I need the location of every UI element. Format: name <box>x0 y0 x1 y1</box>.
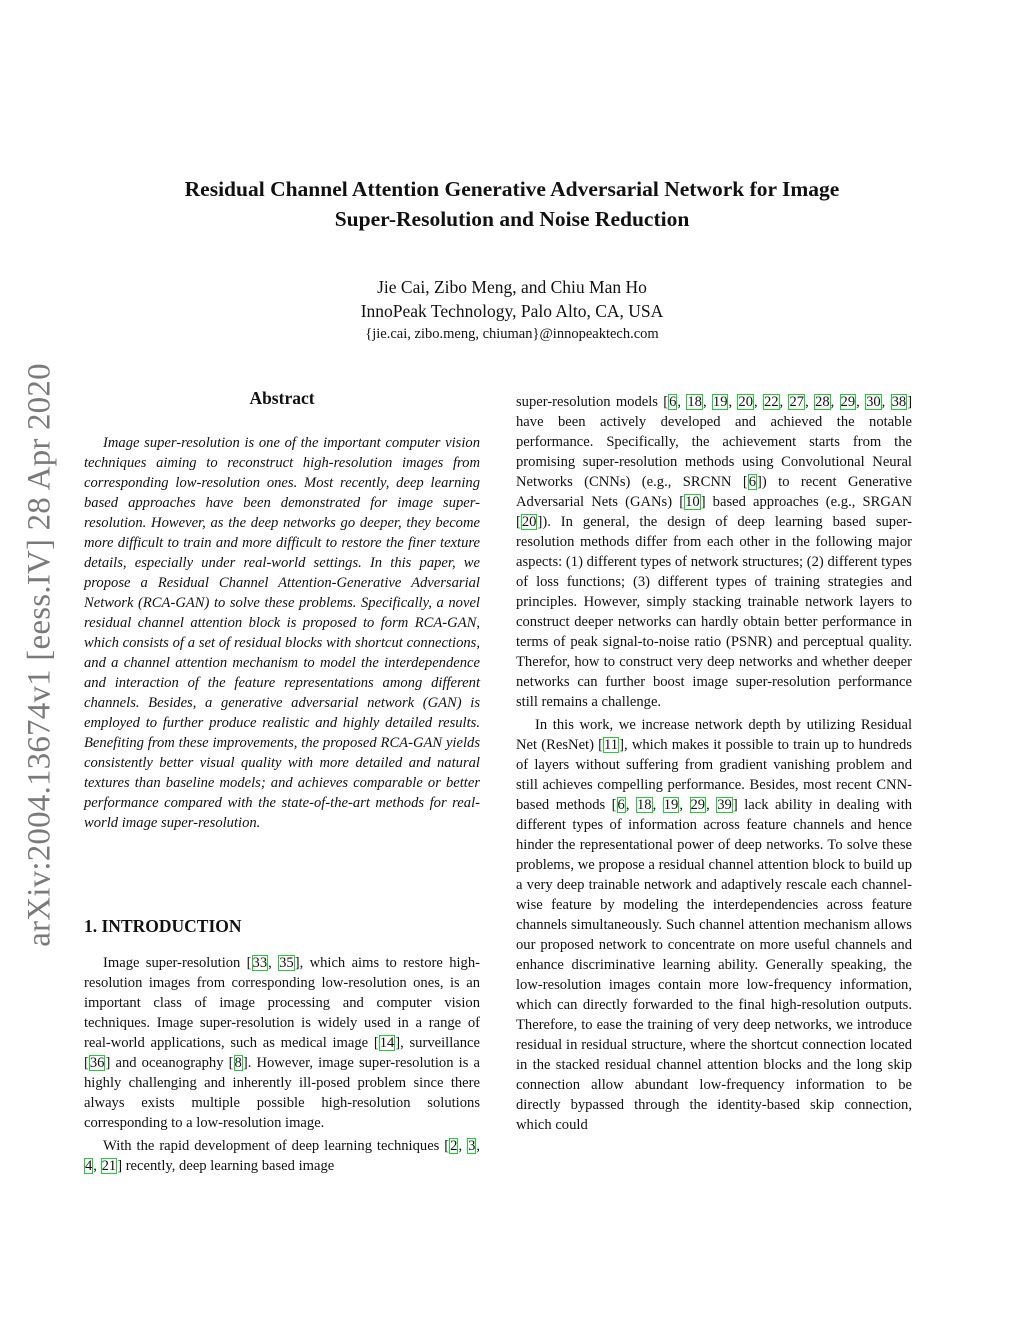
paper-title-line-2: Super-Resolution and Noise Reduction <box>334 207 690 231</box>
citation-link[interactable]: 28 <box>815 394 830 410</box>
section-heading-introduction: 1. INTRODUCTION <box>84 916 242 936</box>
text-run: With the rapid development of deep learning techniques [ <box>103 1138 450 1154</box>
text-run: ]) to recent Generative Adversarial Nets (GANs) [ <box>516 474 913 510</box>
citation-link[interactable]: 19 <box>663 797 679 813</box>
paper-title-line-1: Residual Channel Attention Generative Adversarial Network for Image <box>184 177 840 201</box>
citation-link[interactable]: 38 <box>891 394 907 410</box>
text-run: , <box>458 1138 468 1154</box>
citation-link[interactable]: 6 <box>748 474 757 490</box>
text-run: ], which aims to restore high-resolution images from corresponding low-resolution ones, is an important class of image processing and computer vision techniques. Image super-resolution is widely used in a range of real-world applications, such as medical image [ <box>84 955 480 1051</box>
text-run: Image super-resolution [ <box>103 955 252 971</box>
text-run: ]). In general, the design of deep learning based super-resolution methods differ from each other in the following major aspects: (1) different types of network structures; (2) different types of loss functions; (3) different types of training strategies and principles. However, simply stacking trainable network layers to construct deeper networks can hardly obtain better performance in terms of peak signal-to-noise ratio (PSNR) and perceptual quality. Therefor, how to construct very deep networks and whether deeper networks can further boost image super-resolution performance still remains a challenge. <box>516 514 912 710</box>
intro-paragraph-2 <box>84 1136 480 1176</box>
author-affiliation: InnoPeak Technology, Palo Alto, CA, USA <box>360 300 664 321</box>
citation-link[interactable]: 21 <box>101 1158 117 1174</box>
text-run: , <box>679 797 690 813</box>
citation-link[interactable]: 36 <box>89 1055 105 1071</box>
citation-link[interactable]: 20 <box>738 394 754 410</box>
text-run: , <box>805 394 815 410</box>
arxiv-identifier: arXiv:2004.13674v1 [eess.IV] 28 Apr 2020 <box>21 363 58 947</box>
abstract-text: Image super-resolution is one of the important computer vision techniques aiming to reconstruct high-resolution images from corresponding low-resolution ones. Most recently, deep learning based approaches have been demonstrated for image super-resolution. However, as the deep networks go deeper, they become more difficult to train and more difficult to restore the finer texture details, especially under real-world settings. In this paper, we propose a Residual Channel Attention-Generative Adversarial Network (RCA-GAN) to solve these problems. Specifically, a novel residual channel attention block is proposed to form RCA-GAN, which consists of a set of residual blocks with shortcut connections, and a channel attention mechanism to model the interdependence and interaction of the feature representations among different channels. Besides, a generative adversarial network (GAN) is employed to further produce realistic and highly detailed results. Benefiting from these improvements, the proposed RCA-GAN yields consistently better visual quality with more detailed and natural textures than baseline models; and achieves comparable or better performance compared with the state-of-the-art methods for real-world image super-resolution. <box>84 435 480 831</box>
text-run: ] based approaches (e.g., SRGAN [ <box>516 494 912 530</box>
introduction-body <box>84 953 480 1176</box>
text-run: super-resolution models [ <box>516 394 669 410</box>
author-block <box>80 276 944 347</box>
text-run: , <box>754 394 763 410</box>
text-run: , <box>881 394 891 410</box>
citation-link[interactable]: 6 <box>669 394 677 410</box>
text-run: , <box>677 394 687 410</box>
citation-link[interactable]: 4 <box>85 1158 93 1174</box>
text-run: ] recently, deep learning based image <box>117 1158 335 1174</box>
citation-link[interactable]: 18 <box>637 797 652 813</box>
text-run: ] and oceanography [ <box>105 1055 234 1071</box>
citation-link[interactable]: 6 <box>617 797 625 813</box>
text-run: ] have been actively developed and achieved the notable performance. Specifically, the achievement starts from the promising super-resolution methods using Convolutional Neural Networks (CNNs) (e.g., SRCNN [ <box>516 394 913 490</box>
citation-link[interactable]: 2 <box>450 1138 458 1154</box>
text-run: , <box>702 394 712 410</box>
citation-link[interactable]: 11 <box>604 737 619 753</box>
citation-link[interactable]: 29 <box>840 394 856 410</box>
citation-link[interactable]: 8 <box>234 1055 242 1071</box>
author-email: {jie.cai, zibo.meng, chiuman}@innopeaktech.com <box>365 326 659 342</box>
arxiv-watermark <box>18 352 62 958</box>
abstract-body <box>84 433 480 833</box>
citation-link[interactable]: 19 <box>712 394 728 410</box>
citation-link[interactable]: 30 <box>866 394 881 410</box>
paper-title <box>80 174 944 234</box>
right-paragraph-2 <box>516 715 912 1135</box>
text-run: , <box>93 1158 101 1174</box>
citation-link[interactable]: 14 <box>379 1035 395 1051</box>
text-run: ], which makes it possible to train up to hundreds of layers without suffering from gradient vanishing problem and still achieves compelling performance. Besides, most recent CNN-based methods [ <box>516 737 912 813</box>
citation-link[interactable]: 10 <box>685 494 700 510</box>
abstract-heading: Abstract <box>249 388 315 408</box>
citation-link[interactable]: 3 <box>468 1138 476 1154</box>
text-run: ], surveillance [ <box>84 1035 480 1071</box>
text-run: ]. However, image super-resolution is a highly challenging and inherently ill-posed problem since there always exists multiple possible high-resolution solutions corresponding to a low-resolution image. <box>84 1055 480 1131</box>
intro-paragraph-1 <box>84 953 480 1133</box>
citation-link[interactable]: 39 <box>717 797 732 813</box>
citation-link[interactable]: 20 <box>521 514 537 530</box>
text-run: , <box>728 394 738 410</box>
text-run: , <box>830 394 840 410</box>
citation-link[interactable]: 18 <box>687 394 702 410</box>
text-run: , <box>268 955 279 971</box>
author-names: Jie Cai, Zibo Meng, and Chiu Man Ho <box>377 277 647 297</box>
text-run: , <box>476 1138 481 1154</box>
text-run: , <box>652 797 663 813</box>
right-column <box>516 392 912 1135</box>
citation-link[interactable]: 35 <box>279 955 294 971</box>
text-run: , <box>856 394 866 410</box>
citation-link[interactable]: 27 <box>789 394 805 410</box>
right-paragraph-1 <box>516 392 912 712</box>
text-run: , <box>706 797 717 813</box>
text-run: , <box>625 797 636 813</box>
citation-link[interactable]: 29 <box>690 797 706 813</box>
citation-link[interactable]: 22 <box>763 394 779 410</box>
text-run: In this work, we increase network depth by utilizing Residual Net (ResNet) [ <box>516 717 912 753</box>
citation-link[interactable]: 33 <box>252 955 268 971</box>
text-run: , <box>779 394 789 410</box>
text-run: ] lack ability in dealing with different types of information across feature channels and hence hinder the representational power of deep networks. To solve these problems, we propose a residual channel attention block to build up a very deep trainable network and adaptively rescale each channel-wise feature by modeling the interdependencies across feature channels simultaneously. Such channel attention mechanism allows our proposed network to concentrate on more useful channels and enhance discriminative learning ability. Generally speaking, the low-resolution images contain more low-frequency information, which can directly forwarded to the final high-resolution outputs. Therefore, to ease the training of very deep networks, we introduce residual in residual structure, where the shortcut connection located in the stacked residual channel attention blocks and the long skip connection allow abundant low-frequency information to be directly bypassed through the identity-based skip connection, which could <box>516 797 913 1133</box>
